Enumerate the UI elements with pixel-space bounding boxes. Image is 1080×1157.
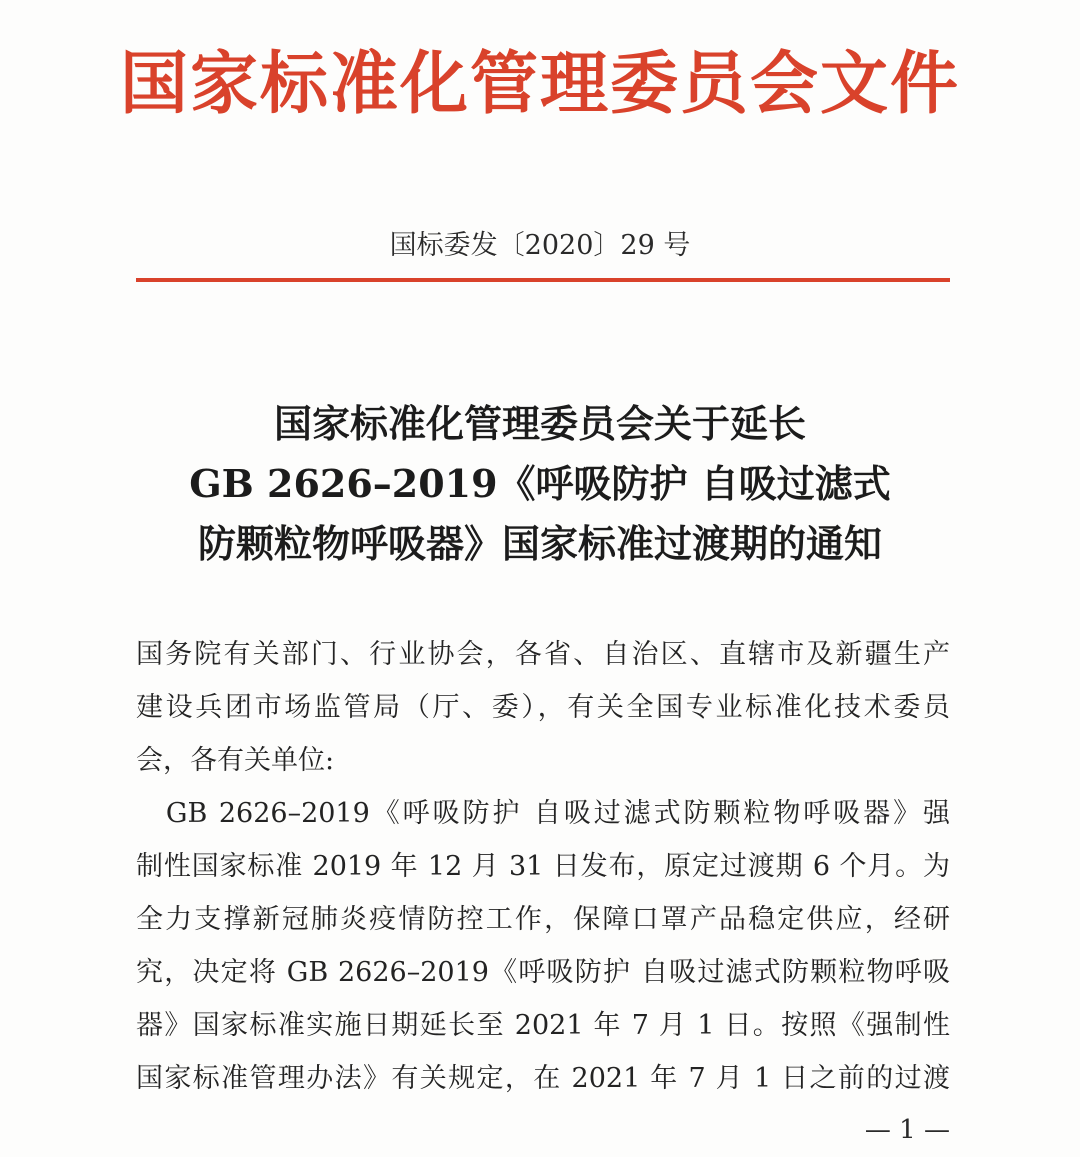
- notice-title: [0, 394, 1080, 574]
- notice-body: [136, 628, 950, 1105]
- body-line-addressees: 建设兵团市场监管局（厅、委），有关全国专业标准化技术委员: [136, 692, 950, 723]
- body-line-paragraph: GB 2626–2019《呼吸防护 自吸过滤式防颗粒物呼吸器》强: [136, 798, 950, 829]
- body-line-addressees: 会，各有关单位:: [136, 745, 335, 776]
- page-number: — 1 —: [864, 1115, 950, 1145]
- notice-title-line: 国家标准化管理委员会关于延长: [273, 401, 806, 446]
- notice-title-line: 防颗粒物呼吸器》国家标准过渡期的通知: [197, 521, 882, 566]
- agency-header-title: 国家标准化管理委员会文件: [119, 45, 960, 124]
- body-line-paragraph: 制性国家标准 2019 年 12 月 31 日发布，原定过渡期 6 个月。为: [136, 851, 950, 882]
- notice-title-line: GB 2626–2019《呼吸防护 自吸过滤式: [189, 461, 891, 506]
- document-number: 国标委发〔2020〕29 号: [389, 230, 691, 261]
- body-line-paragraph: 究，决定将 GB 2626–2019《呼吸防护 自吸过滤式防颗粒物呼吸: [136, 957, 950, 988]
- header-divider: [136, 278, 950, 282]
- body-line-paragraph: 器》国家标准实施日期延长至 2021 年 7 月 1 日。按照《强制性: [136, 1010, 950, 1041]
- body-line-addressees: 国务院有关部门、行业协会，各省、自治区、直辖市及新疆生产: [136, 639, 950, 670]
- body-line-paragraph: 国家标准管理办法》有关规定，在 2021 年 7 月 1 日之前的过渡: [136, 1063, 950, 1094]
- body-line-paragraph: 全力支撑新冠肺炎疫情防控工作，保障口罩产品稳定供应，经研: [136, 904, 950, 935]
